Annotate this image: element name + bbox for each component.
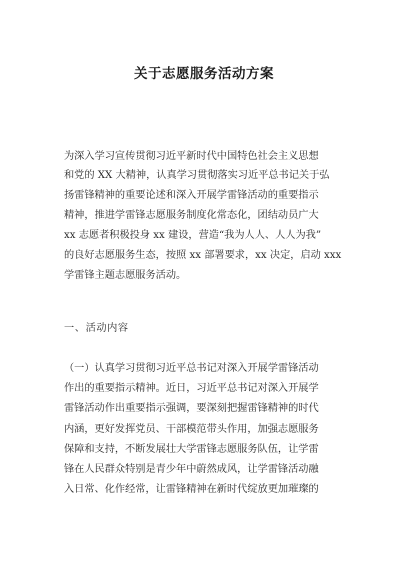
section1-line: 锋在人民群众特别是青少年中蔚然成风，让学雷锋活动融 <box>64 464 319 475</box>
intro-line: 为深入学习宣传贯彻习近平新时代中国特色社会主义思想 <box>64 151 319 162</box>
section1-line: 内涵，更好发挥党员、干部模范带头作用，加强志愿服务 <box>64 424 319 435</box>
intro-line: 的良好志愿服务生态，按照 xx 部署要求，xx 决定，启动 xxx <box>64 250 342 261</box>
intro-line: 精神，推进学雷锋志愿服务制度化常态化，团结动员广大 <box>64 210 319 221</box>
section1-line: 保障和支持，不断发展壮大学雷锋志愿服务队伍，让学雷 <box>64 444 319 455</box>
document-title: 关于志愿服务活动方案 <box>134 66 274 82</box>
section1-line: 雷锋活动作出重要指示强调，要深刻把握雷锋精神的时代 <box>64 403 319 414</box>
section1-line: 入日常、化作经常，让雷锋精神在新时代绽放更加璀璨的 <box>64 484 319 495</box>
intro-line: 扬雷锋精神的重要论述和深入开展学雷锋活动的重要指示 <box>64 190 319 201</box>
intro-line: 和党的 XX 大精神，认真学习贯彻落实习近平总书记关于弘 <box>64 170 330 181</box>
intro-line: 学雷锋主题志愿服务活动。 <box>64 270 187 281</box>
intro-line: xx 志愿者积极投身 xx 建设，营造“我为人人、人人为我” <box>64 230 322 241</box>
section-heading: 一、活动内容 <box>64 323 129 334</box>
section1-line: （一）认真学习贯彻习近平总书记对深入开展学雷锋活动 <box>64 363 319 374</box>
section1-line: 作出的重要指示精神。近日，习近平总书记对深入开展学 <box>64 383 319 394</box>
